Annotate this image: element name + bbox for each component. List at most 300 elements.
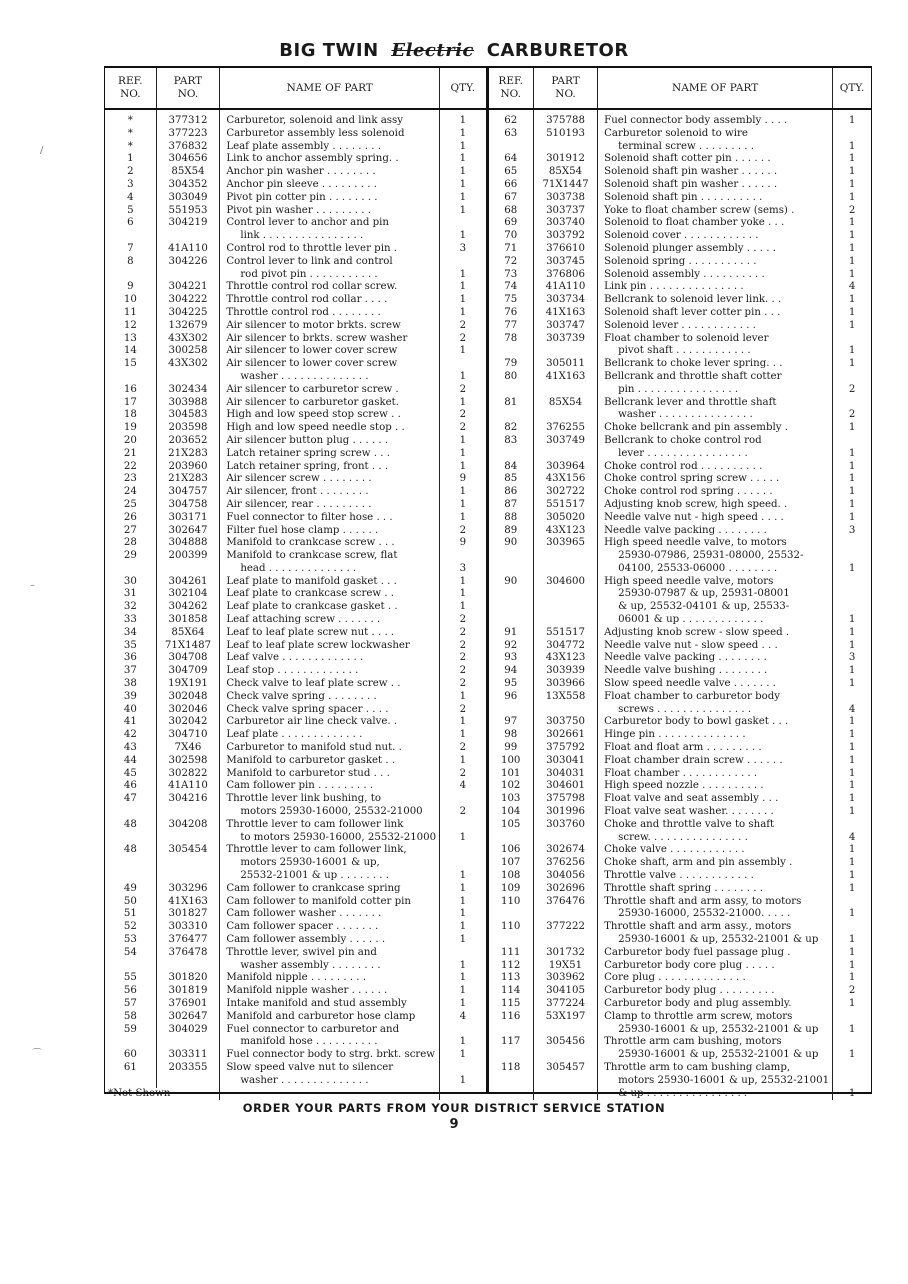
part-no: 304709 xyxy=(156,665,220,678)
part-no: 302046 xyxy=(156,704,220,717)
table-row xyxy=(105,614,486,627)
table-row xyxy=(489,128,872,154)
part-name-line: Leaf attaching screw . . . . . . . xyxy=(226,614,381,626)
part-no: 304710 xyxy=(156,729,220,742)
part-no: 303747 xyxy=(533,320,597,333)
part-name-line: Hinge pin . . . . . . . . . . . . . . xyxy=(604,729,746,741)
part-name xyxy=(598,109,833,128)
part-name-line: Solenoid spring . . . . . . . . . . . xyxy=(604,255,757,267)
quantity: 1 xyxy=(440,109,486,128)
ref-no: 49 xyxy=(123,882,137,894)
part-name-continuation: to motors 25930-16000, 25532-21000 xyxy=(240,831,437,843)
part-no: 303939 xyxy=(533,665,597,678)
part-name xyxy=(220,512,440,525)
quantity: 1 xyxy=(440,576,486,589)
part-name-line: Leaf plate to manifold gasket . . . xyxy=(226,575,397,587)
part-no: 305457 xyxy=(533,1062,597,1100)
ref-no: 74 xyxy=(504,281,518,293)
table-row xyxy=(489,166,872,179)
part-name xyxy=(220,448,440,461)
quantity: 1 xyxy=(440,153,486,166)
part-name xyxy=(220,1011,440,1024)
table-row xyxy=(489,307,872,320)
ref-no: 111 xyxy=(500,946,521,958)
part-no: 305011 xyxy=(533,358,597,371)
part-name-line: Air silencer, rear . . . . . . . . . xyxy=(226,498,372,510)
part-no: 304031 xyxy=(533,768,597,781)
table-row xyxy=(489,397,872,423)
ref-no: 43 xyxy=(123,742,137,754)
part-name xyxy=(598,883,833,896)
ref-no: 3 xyxy=(127,178,134,190)
part-name-line: Throttle shaft and arm assy., motors xyxy=(604,921,792,933)
table-row xyxy=(489,499,872,512)
quantity: 2 xyxy=(440,422,486,435)
part-no: 303740 xyxy=(533,217,597,230)
quantity: 1 xyxy=(833,1036,871,1062)
part-name-line: Air silencer screw . . . . . . . . xyxy=(226,473,372,485)
part-no: 304656 xyxy=(156,153,220,166)
part-name xyxy=(598,256,833,269)
part-name-line: Pivot pin cotter pin . . . . . . . . xyxy=(226,191,378,203)
quantity: 1 xyxy=(440,755,486,768)
part-name xyxy=(220,358,440,384)
quantity: 1 xyxy=(440,691,486,704)
ref-no: 90 xyxy=(504,537,518,549)
part-name xyxy=(220,883,440,896)
quantity: 1 xyxy=(833,678,871,691)
table-row xyxy=(105,742,486,755)
title-script-logo: Electric xyxy=(391,40,474,61)
ref-no: 107 xyxy=(500,857,521,869)
part-no: 71X1447 xyxy=(533,179,597,192)
part-name-line: Air silencer to carburetor gasket. xyxy=(226,396,400,408)
ref-no: 11 xyxy=(123,306,137,318)
part-name-line: Needle valve nut - slow speed . . . xyxy=(604,639,778,651)
part-name xyxy=(598,166,833,179)
part-name-line: Carburetor assembly less solenoid xyxy=(226,127,405,139)
table-row xyxy=(105,141,486,154)
part-name xyxy=(220,166,440,179)
part-name xyxy=(220,205,440,218)
ref-no: 115 xyxy=(500,997,521,1009)
part-name-line: Choke and throttle valve to shaft xyxy=(604,818,775,830)
quantity: 1 xyxy=(833,256,871,269)
part-name xyxy=(598,1011,833,1037)
quantity: 1 xyxy=(440,972,486,985)
ref-no: 89 xyxy=(504,524,518,536)
part-name xyxy=(598,806,833,819)
part-name xyxy=(220,742,440,755)
quantity: 1 xyxy=(833,755,871,768)
quantity: 4 xyxy=(833,691,871,717)
part-name-line: Manifold to crankcase screw . . . xyxy=(226,537,395,549)
ref-no: 104 xyxy=(500,806,521,818)
ref-no: 71 xyxy=(504,242,518,254)
table-row xyxy=(489,985,872,998)
table-row xyxy=(489,269,872,282)
quantity: 1 xyxy=(833,742,871,755)
quantity: 3 xyxy=(833,525,871,538)
quantity: 2 xyxy=(440,384,486,397)
ref-no: 62 xyxy=(504,115,518,126)
ref-no: 95 xyxy=(504,678,518,690)
part-name-line: Core plug . . . . . . . . . . . . . . xyxy=(604,972,746,984)
part-name xyxy=(220,985,440,998)
ref-no: 116 xyxy=(500,1010,521,1022)
part-name-line: Carburetor, solenoid and link assy xyxy=(226,115,404,126)
part-no: 376832 xyxy=(156,141,220,154)
table-row xyxy=(489,576,872,627)
part-name-line: Leaf plate to crankcase gasket . . xyxy=(226,601,398,613)
ref-no: 48 xyxy=(123,818,137,830)
table-row xyxy=(105,294,486,307)
part-name xyxy=(220,192,440,205)
part-name-line: Choke control spring screw . . . . . xyxy=(604,473,780,485)
part-name xyxy=(598,525,833,538)
part-name-line: Solenoid lever . . . . . . . . . . . . xyxy=(604,319,756,331)
part-name-line: Air silencer, front . . . . . . . . xyxy=(226,486,369,498)
ref-no: 67 xyxy=(504,191,518,203)
part-name-line: Leaf to leaf plate screw lockwasher xyxy=(226,639,410,651)
part-name-line: Carburetor body plug . . . . . . . . . xyxy=(604,985,775,997)
header-ref-no: REF. NO. xyxy=(105,68,156,109)
ref-no: 112 xyxy=(500,959,521,971)
table-row xyxy=(105,640,486,653)
part-name-line: Carburetor body and plug assembly. xyxy=(604,997,792,1009)
ref-no: 60 xyxy=(123,1049,137,1061)
part-name-continuation: rod pivot pin . . . . . . . . . . . xyxy=(240,268,378,280)
part-name xyxy=(220,780,440,793)
part-name-continuation: 25532-21001 & up . . . . . . . . xyxy=(240,870,390,882)
part-name xyxy=(220,499,440,512)
table-row xyxy=(489,205,872,218)
part-name xyxy=(598,153,833,166)
table-row xyxy=(489,435,872,461)
ref-no: 117 xyxy=(500,1036,521,1048)
ref-no: * xyxy=(127,140,133,152)
quantity: 1 xyxy=(833,1062,871,1100)
part-no: 200399 xyxy=(156,550,220,576)
ref-no: 97 xyxy=(504,716,518,728)
table-row xyxy=(489,537,872,575)
part-no: 302647 xyxy=(156,1011,220,1024)
left-table-body xyxy=(105,109,486,1100)
quantity: 1 xyxy=(440,1024,486,1050)
part-name xyxy=(220,1049,440,1062)
quantity: 1 xyxy=(440,1049,486,1062)
part-name-line: Needle valve packing . . . . . . . . xyxy=(604,652,767,664)
page-number: 9 xyxy=(449,1117,459,1132)
ref-no: 29 xyxy=(123,550,137,562)
part-name xyxy=(598,1062,833,1100)
part-name-line: Float chamber drain screw . . . . . . xyxy=(604,754,783,766)
part-name-line: Fuel connector body assembly . . . . xyxy=(604,115,788,126)
table-row xyxy=(105,192,486,205)
quantity: 1 xyxy=(833,780,871,793)
part-name xyxy=(598,921,833,947)
table-row xyxy=(489,742,872,755)
quantity: 1 xyxy=(440,358,486,384)
quantity: 1 xyxy=(833,217,871,230)
table-row xyxy=(105,908,486,921)
part-name xyxy=(598,371,833,397)
ref-no: * xyxy=(127,115,133,126)
part-no: 305454 xyxy=(156,844,220,882)
part-name-line: Solenoid cover . . . . . . . . . . . . xyxy=(604,230,759,242)
part-name xyxy=(220,333,440,346)
quantity: 1 xyxy=(440,998,486,1011)
quantity: 1 xyxy=(833,806,871,819)
ref-no: 85 xyxy=(504,473,518,485)
part-no: 377223 xyxy=(156,128,220,141)
table-row xyxy=(489,192,872,205)
ref-no: 32 xyxy=(123,601,137,613)
part-no: 43X123 xyxy=(533,525,597,538)
ref-no: 51 xyxy=(123,908,137,920)
part-name-line: Bellcrank and throttle shaft cotter xyxy=(604,370,782,382)
part-name-line: Throttle control rod collar screw. xyxy=(226,281,398,293)
table-row xyxy=(489,883,872,896)
table-row xyxy=(489,1062,872,1100)
table-row xyxy=(105,384,486,397)
quantity: 1 xyxy=(833,128,871,154)
table-row xyxy=(489,960,872,973)
ref-no: 20 xyxy=(123,434,137,446)
part-name xyxy=(220,793,440,819)
part-name-line: Throttle arm cam bushing, motors xyxy=(604,1036,782,1048)
quantity: 2 xyxy=(833,985,871,998)
part-name xyxy=(598,998,833,1011)
ref-no: 81 xyxy=(504,396,518,408)
ref-no: 82 xyxy=(504,422,518,434)
part-no: 85X54 xyxy=(533,397,597,423)
part-no: 377222 xyxy=(533,921,597,947)
table-row xyxy=(489,1036,872,1062)
part-name-line: Cam follower to manifold cotter pin xyxy=(226,895,411,907)
part-name-line: Leaf to leaf plate screw nut . . . . xyxy=(226,626,395,638)
table-row xyxy=(105,883,486,896)
ref-no: 27 xyxy=(123,524,137,536)
part-name xyxy=(598,512,833,525)
part-name-line: Solenoid shaft pin washer . . . . . . xyxy=(604,178,778,190)
quantity: 1 xyxy=(833,921,871,947)
table-row xyxy=(105,588,486,601)
part-name xyxy=(220,678,440,691)
quantity: 1 xyxy=(833,422,871,435)
part-name xyxy=(598,678,833,691)
table-row xyxy=(105,1011,486,1024)
part-no: 304105 xyxy=(533,985,597,998)
part-name-line: Solenoid to float chamber yoke . . . xyxy=(604,217,785,229)
quantity: 1 xyxy=(440,985,486,998)
table-row xyxy=(489,422,872,435)
quantity: 1 xyxy=(833,179,871,192)
table-row xyxy=(105,409,486,422)
table-row xyxy=(105,128,486,141)
part-name-line: Carburetor body core plug . . . . . xyxy=(604,959,775,971)
part-name xyxy=(220,691,440,704)
table-row xyxy=(489,230,872,243)
part-no: 302661 xyxy=(533,729,597,742)
quantity: 4 xyxy=(833,281,871,294)
part-name-continuation: 25930-16001 & up, 25532-21001 & up xyxy=(618,1023,819,1035)
part-name xyxy=(598,397,833,423)
part-name-line: Cam follower assembly . . . . . . xyxy=(226,934,386,945)
ref-no: 86 xyxy=(504,486,518,498)
table-row xyxy=(105,678,486,691)
quantity: 1 xyxy=(440,921,486,934)
ref-no: 93 xyxy=(504,652,518,664)
quantity: 1 xyxy=(440,192,486,205)
table-row xyxy=(105,921,486,934)
part-name-line: Link to anchor assembly spring. . xyxy=(226,153,399,165)
quantity: 2 xyxy=(440,627,486,640)
table-row xyxy=(489,243,872,256)
quantity: 1 xyxy=(833,1011,871,1037)
part-name xyxy=(598,857,833,870)
ref-no: 36 xyxy=(123,652,137,664)
quantity: 2 xyxy=(440,409,486,422)
table-row xyxy=(489,921,872,947)
part-no: 301858 xyxy=(156,614,220,627)
table-row xyxy=(489,371,872,397)
ref-no: 31 xyxy=(123,588,137,600)
part-name-line: Cam follower pin . . . . . . . . . xyxy=(226,780,374,792)
part-name-line: Manifold to carburetor gasket . . xyxy=(226,754,396,766)
part-no: 43X302 xyxy=(156,358,220,384)
table-row xyxy=(105,109,486,128)
part-no: 41X163 xyxy=(533,371,597,397)
part-no: 304583 xyxy=(156,409,220,422)
ref-no: 23 xyxy=(123,473,137,485)
quantity: 1 xyxy=(833,230,871,243)
part-name-line: Choke shaft, arm and pin assembly . xyxy=(604,857,793,869)
ref-no: 76 xyxy=(504,306,518,318)
part-no: 19X191 xyxy=(156,678,220,691)
quantity: 1 xyxy=(440,819,486,845)
part-name-line: Fuel connector to filter hose . . . xyxy=(226,511,393,523)
quantity: 2 xyxy=(440,320,486,333)
part-name-continuation: washer assembly . . . . . . . . xyxy=(240,959,381,971)
part-name xyxy=(220,704,440,717)
part-name-line: Manifold and carburetor hose clamp xyxy=(226,1010,416,1022)
part-no: 304708 xyxy=(156,652,220,665)
ref-no: 118 xyxy=(500,1061,521,1073)
quantity: 3 xyxy=(440,550,486,576)
part-name-line: Float chamber to carburetor body xyxy=(604,690,781,702)
table-row xyxy=(105,333,486,346)
part-no: 551517 xyxy=(533,499,597,512)
part-no: 303750 xyxy=(533,716,597,729)
part-name xyxy=(598,333,833,359)
part-name-continuation: 06001 & up . . . . . . . . . . . . . xyxy=(618,614,764,626)
table-row xyxy=(489,755,872,768)
part-name xyxy=(220,947,440,973)
ref-no: 59 xyxy=(123,1023,137,1035)
part-no: 41X163 xyxy=(533,307,597,320)
part-name xyxy=(220,576,440,589)
ref-no: 108 xyxy=(500,870,521,882)
part-name xyxy=(598,205,833,218)
table-row xyxy=(489,691,872,717)
quantity: 2 xyxy=(833,397,871,423)
part-no: 376256 xyxy=(533,857,597,870)
part-no: 7X46 xyxy=(156,742,220,755)
table-row xyxy=(105,819,486,845)
part-name-line: Choke control rod . . . . . . . . . . xyxy=(604,460,763,472)
part-name-line: Float valve and seat assembly . . . xyxy=(604,793,779,805)
part-name-continuation: terminal screw . . . . . . . . . xyxy=(618,140,755,152)
quantity: 2 xyxy=(440,333,486,346)
ref-no: 10 xyxy=(123,294,137,306)
table-row xyxy=(489,972,872,985)
header-qty: QTY. xyxy=(833,68,871,109)
part-name xyxy=(598,307,833,320)
part-name xyxy=(220,486,440,499)
part-name-line: Float and float arm . . . . . . . . . xyxy=(604,742,762,754)
table-row xyxy=(105,397,486,410)
parts-table-left xyxy=(104,68,486,1099)
part-no: 304352 xyxy=(156,179,220,192)
table-row xyxy=(105,473,486,486)
part-name xyxy=(598,473,833,486)
part-name-line: Carburetor body to bowl gasket . . . xyxy=(604,716,789,728)
part-name-line: Bellcrank lever and throttle shaft xyxy=(604,396,777,408)
quantity: 1 xyxy=(833,358,871,371)
part-name-line: Float chamber . . . . . . . . . . . . xyxy=(604,767,758,779)
part-name-continuation: pivot shaft . . . . . . . . . . . . xyxy=(618,345,751,357)
part-no: 303049 xyxy=(156,192,220,205)
part-name-line: High and low speed stop screw . . xyxy=(226,409,401,421)
part-name-line: Slow speed valve nut to silencer xyxy=(226,1061,394,1073)
part-name xyxy=(598,691,833,717)
part-no: 303737 xyxy=(533,205,597,218)
ref-no: 63 xyxy=(504,127,518,139)
parts-list xyxy=(104,66,872,1099)
part-no: 303964 xyxy=(533,461,597,474)
part-name xyxy=(598,179,833,192)
part-name-line: Check valve to leaf plate screw . . xyxy=(226,678,401,690)
quantity: 1 xyxy=(833,320,871,333)
part-name xyxy=(220,908,440,921)
ref-no: 99 xyxy=(504,742,518,754)
part-name-line: Solenoid shaft pin . . . . . . . . . . xyxy=(604,191,763,203)
part-name-line: Manifold nipple washer . . . . . . xyxy=(226,985,388,997)
part-no: 53X197 xyxy=(533,1011,597,1037)
part-name-line: Leaf stop . . . . . . . . . . . . . xyxy=(226,665,359,677)
part-name-line: Bellcrank to choke control rod xyxy=(604,434,762,446)
part-name xyxy=(220,640,440,653)
part-name xyxy=(598,576,833,627)
table-row xyxy=(105,435,486,448)
part-name-line: Carburetor body fuel passage plug . xyxy=(604,946,791,958)
part-name-line: Intake manifold and stud assembly xyxy=(226,997,407,1009)
quantity: 1 xyxy=(440,345,486,358)
part-name-line: Adjusting knob screw - slow speed . xyxy=(604,626,790,638)
quantity: 1 xyxy=(833,461,871,474)
part-name-line: High speed needle valve, to motors xyxy=(604,537,787,549)
ref-no: 114 xyxy=(500,985,521,997)
part-no: 304219 xyxy=(156,217,220,243)
table-row xyxy=(105,345,486,358)
part-no: 71X1487 xyxy=(156,640,220,653)
table-row xyxy=(105,1062,486,1088)
quantity: 1 xyxy=(833,109,871,128)
part-no: 303311 xyxy=(156,1049,220,1062)
part-name-line: Needle valve bushing . . . . . . . . xyxy=(604,665,768,677)
part-name-line: Throttle shaft spring . . . . . . . . xyxy=(604,882,763,894)
